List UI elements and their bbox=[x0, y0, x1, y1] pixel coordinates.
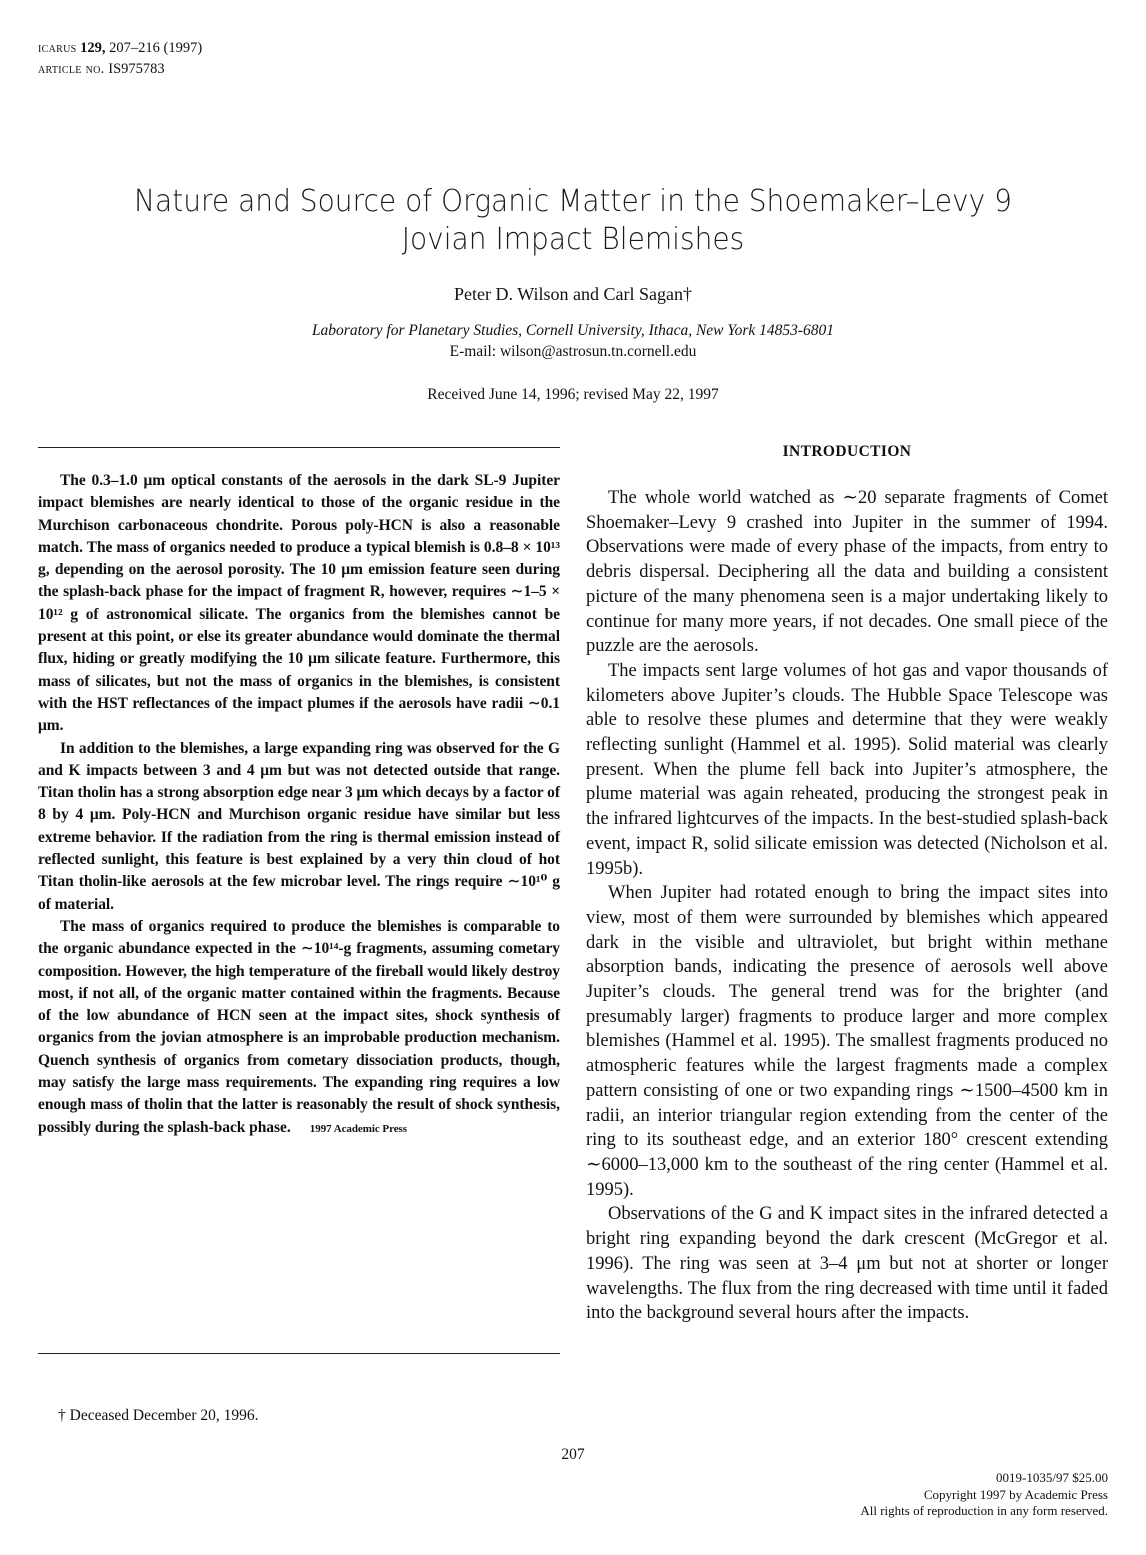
intro-paragraph-2: The impacts sent large volumes of hot gas and vapor thousands of kilometers above Jupiter’s clouds. The Hubble Space Telescope was able to resolve these plumes and determine that they were weakly reflecting sunlight (Hammel et al. 1995). Solid material was clearly present. When the plume fell back into Jupiter’s atmosphere, the plume material was again reheated, producing the strongest peak in the infrared lightcurves of the impacts. In the best-studied splash-back event, impact R, solid silicate emission was detected (Nicholson et al. 1995b). bbox=[586, 660, 1108, 879]
abstract-paragraph-2: In addition to the blemishes, a large expanding ring was observed for the G and K impacts between 3 and 4 μm but was not detected outside that range. Titan tholin has a strong absorption edge near 3 μm which decays by a factor of 8 by 4 μm. Poly-HCN and Murchison organic residue have similar but less extreme behavior. If the radiation from the ring is thermal emission instead of reflected sunlight, this feature is best explained by a very thin cloud of hot Titan tholin-like aerosols at the few microbar level. The rings require ∼10¹⁰ g of material. bbox=[38, 739, 560, 913]
price-code: 0019-1035/97 $25.00 bbox=[996, 1470, 1108, 1485]
article-id: IS975783 bbox=[108, 61, 165, 77]
received-dates: Received June 14, 1996; revised May 22, 1997 bbox=[427, 386, 719, 403]
publisher-info bbox=[860, 1470, 1108, 1520]
journal-name: icarus bbox=[38, 40, 77, 56]
journal-header bbox=[38, 38, 202, 80]
title-line-2: Jovian Impact Blemishes bbox=[401, 222, 745, 257]
introduction-heading: INTRODUCTION bbox=[782, 443, 912, 460]
abstract-copyright: 1997 Academic Press bbox=[309, 1122, 408, 1135]
page-number: 207 bbox=[561, 1446, 585, 1463]
footnote: † Deceased December 20, 1996. bbox=[58, 1407, 259, 1424]
title-line-1: Nature and Source of Organic Matter in the Shoemaker–Levy 9 bbox=[134, 184, 1012, 219]
journal-pages: 207–216 (1997) bbox=[109, 40, 203, 56]
introduction-body bbox=[586, 486, 1108, 1326]
affiliation: Laboratory for Planetary Studies, Cornell University, Ithaca, New York 14853-6801 bbox=[311, 322, 835, 339]
intro-paragraph-3: When Jupiter had rotated enough to bring the impact sites into view, most of them were surrounded by blemishes which appeared dark in the visible and ultraviolet, but bright within methane absorption bands, indicating the presence of aerosols well above Jupiter’s clouds. The general trend was for the brighter (and presumably larger) fragments to produce larger and more complex blemishes (Hammel et al. 1995). The smallest fragments produced no atmospheric features while the largest fragments made a complex pattern consisting of one or two expanding rings ∼1500–4500 km in radii, an interior triangular region extending from the center of the ring to its southeast edge, and an exterior 180° crescent extending ∼6000–13,000 km to the southeast of the ring center (Hammel et al. 1995). bbox=[586, 883, 1108, 1200]
abstract-bottom-rule bbox=[38, 1353, 560, 1354]
journal-citation bbox=[38, 38, 202, 59]
paper-title bbox=[83, 183, 1064, 259]
authors: Peter D. Wilson and Carl Sagan† bbox=[454, 284, 692, 304]
email: E-mail: wilson@astrosun.tn.cornell.edu bbox=[449, 343, 697, 360]
abstract bbox=[38, 470, 560, 1140]
publisher-copyright: Copyright 1997 by Academic Press bbox=[923, 1486, 1108, 1502]
abstract-paragraph-1: The 0.3–1.0 μm optical constants of the aerosols in the dark SL-9 Jupiter impact blemishes are nearly identical to those of the organic residue in the Murchison carbonaceous chondrite. Porous poly-HCN is also a reasonable match. The mass of organics needed to produce a typical blemish is 0.8–8 × 10¹³ g, depending on the aerosol porosity. The 10 μm emission feature seen during the splash-back phase for the impact of fragment R, however, requires ∼1–5 × 10¹² g of astronomical silicate. The organics from the blemishes cannot be present at this point, or else its greater abundance would dominate the thermal flux, hiding or greatly modifying the 10 μm silicate feature. Furthermore, this mass of silicates, but not the mass of organics in the blemishes, is consistent with the HST reflectances of the impact plumes if the aerosols have radii ∼0.1 μm. bbox=[38, 472, 560, 735]
abstract-top-rule bbox=[38, 447, 560, 448]
publisher-rights: All rights of reproduction in any form reserved. bbox=[860, 1503, 1108, 1518]
abstract-paragraph-3-text: The mass of organics required to produce the blemishes is comparable to the organic abundance expected in the ∼10¹⁴-g fragments, assuming cometary composition. However, the high temperature of the fireball would likely destroy most, if not all, of the organic matter contained within the fragments. Because of the low abundance of HCN seen at the impact sites, shock synthesis of organics from the jovian atmosphere is an improbable production mechanism. Quench synthesis of organics from cometary dissociation products, though, may satisfy the large mass requirements. The expanding ring requires a low enough mass of tholin that the latter is reasonably the result of shock synthesis, possibly during the splash-back phase. bbox=[38, 917, 560, 1136]
intro-paragraph-4: Observations of the G and K impact sites in the infrared detected a bright ring expanding beyond the dark crescent (McGregor et al. 1996). The ring was seen at 3–4 μm but not at shorter or longer wavelengths. The flux from the ring decreased with time until it faded into the background several hours after the impacts. bbox=[586, 1204, 1108, 1324]
intro-paragraph-1: The whole world watched as ∼20 separate fragments of Comet Shoemaker–Levy 9 crashed into Jupiter in the summer of 1994. Observations were made of every phase of the impacts, from entry to debris dispersal. Deciphering all the data and building a consistent picture of the many phenomena seen is a major undertaking likely to continue for many more years, if not decades. One small piece of the puzzle are the aerosols. bbox=[586, 488, 1108, 657]
affiliation-block bbox=[0, 320, 1146, 362]
article-label: article no. bbox=[38, 61, 105, 77]
abstract-paragraph-3 bbox=[38, 916, 560, 1140]
journal-volume: 129, bbox=[80, 40, 106, 56]
article-number bbox=[38, 59, 202, 80]
